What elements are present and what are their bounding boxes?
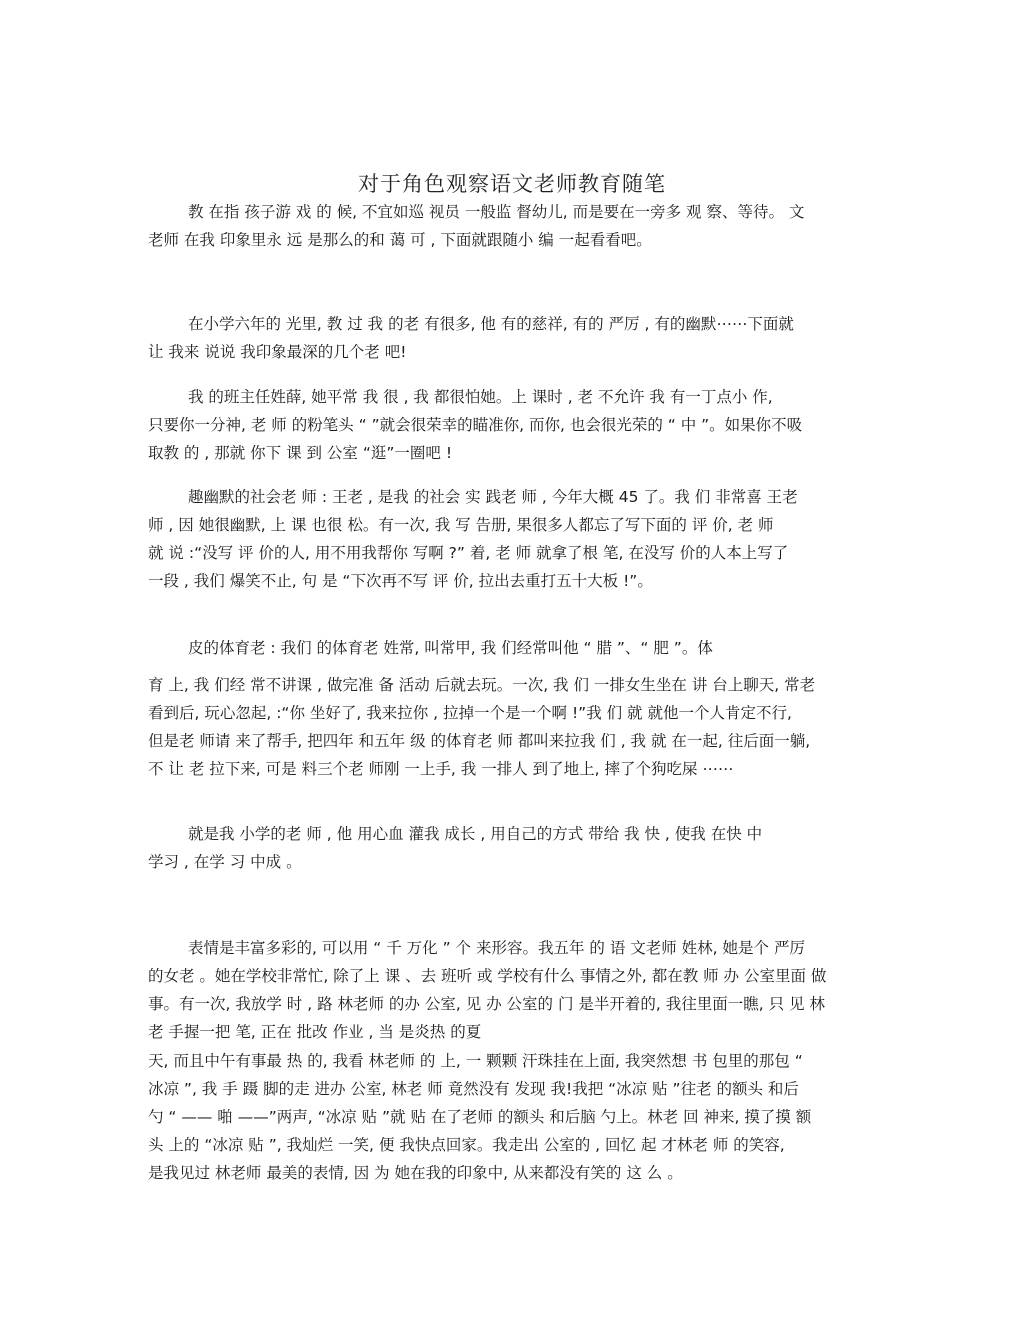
paragraph-cooling-patch: [148, 1047, 888, 1187]
text-line: 不 让 老 拉下来, 可是 料三个老 师刚 一上手, 我 一排人 到了地上, 摔了个狗吃屎 ⋯⋯: [148, 760, 734, 778]
paragraph-teachers-overview: [148, 310, 888, 366]
paragraph-social-teacher: [148, 483, 888, 595]
paragraph-head-teacher: [148, 383, 888, 467]
paragraph-intro: [148, 198, 888, 254]
text-line: 事。有一次, 我放学 时 , 路 林老师 的办 公室, 见 办 公室的 门 是半开着的, 我往里面一瞧, 只 见 林: [148, 995, 825, 1013]
text-line: 师 , 因 她很幽默, 上 课 也很 松。有一次, 我 写 告册, 果很多人都忘了写下面的 评 价, 老 师: [148, 516, 774, 534]
text-line: 头 上的 “冰凉 贴 ”, 我灿烂 一笑, 便 我快点回家。我走出 公室的 , 回忆 起 才林老 师 的笑容,: [148, 1136, 785, 1154]
paragraph-summary: [148, 820, 888, 876]
text-line: 天, 而且中午有事最 热 的, 我看 林老师 的 上, 一 颗颗 汗珠挂在上面, 我突然想 书 包里的那包 “: [148, 1052, 803, 1070]
text-line: 表情是丰富多彩的, 可以用 “ 千 万化 ” 个 来形容。我五年 的 语 文老师 姓林, 她是个 严厉: [188, 939, 805, 957]
text-line: 老 手握一把 笔, 正在 批改 作业 , 当 是炎热 的夏: [148, 1023, 482, 1041]
paragraph-pe-teacher-story: [148, 671, 888, 783]
text-line: 老师 在我 印象里永 远 是那么的和 蔼 可 , 下面就跟随小 编 一起看看吧。: [148, 231, 652, 249]
text-line: 在小学六年的 光里, 教 过 我 的老 有很多, 他 有的慈祥, 有的 严厉 , 有的幽默⋯⋯下面就: [188, 315, 794, 333]
text-line: 只要你一分神, 老 师 的粉笔头 “ ”就会很荣幸的瞄准你, 而你, 也会很光荣的 “ 中 ”。如果你不吸: [148, 416, 803, 434]
text-line: 育 上, 我 们经 常不讲课 , 做完准 备 活动 后就去玩。一次, 我 们 一排女生坐在 讲 台上聊天, 常老: [148, 676, 816, 694]
text-line: 取教 的 , 那就 你下 课 到 公室 “逛”一圈吧 !: [148, 444, 453, 462]
text-line: 的女老 。她在学校非常忙, 除了上 课 、去 班听 或 学校有什么 事情之外, 都在教 师 办 公室里面 做: [148, 967, 827, 985]
text-line: 看到后, 玩心忽起, :“你 坐好了, 我来拉你 , 拉掉一个是一个啊 !”我 们 就 就他一个人肯定不行,: [148, 704, 792, 722]
text-line: 皮的体育老 : 我们 的体育老 姓常, 叫常甲, 我 们经常叫他 “ 腊 ”、“ 肥 ”。体: [188, 639, 713, 657]
text-line: 趣幽默的社会老 师 : 王老 , 是我 的社会 实 践老 师 , 今年大概 45 了。我 们 非常喜 王老: [188, 488, 798, 506]
text-line: 教 在指 孩子游 戏 的 候, 不宜如巡 视员 一般监 督幼儿, 而是要在一旁多 观 察、等待。 文: [188, 203, 805, 221]
text-line: 冰凉 ”, 我 手 蹑 脚的走 进办 公室, 林老 师 竟然没有 发现 我!我把 “冰凉 贴 ”往老 的额头 和后: [148, 1080, 799, 1098]
text-line: 我 的班主任姓薛, 她平常 我 很 , 我 都很怕她。上 课时 , 老 不允许 我 有一丁点小 作,: [188, 388, 773, 406]
text-line: 就是我 小学的老 师 , 他 用心血 灌我 成长 , 用自己的方式 带给 我 快 , 使我 在快 中: [188, 825, 763, 843]
text-line: 勺 “ —— 啪 ——”两声, “冰凉 贴 ”就 贴 在了老师 的额头 和后脑 勺上。林老 回 神来, 摸了摸 额: [148, 1108, 812, 1126]
document-title: 对于角色观察语文老师教育随笔: [358, 172, 666, 196]
text-line: 但是老 师请 来了帮手, 把四年 和五年 级 的体育老 师 都叫来拉我 们 , 我 就 在一起, 往后面一躺,: [148, 732, 811, 750]
paragraph-pe-teacher-intro: [148, 634, 888, 662]
text-line: 让 我来 说说 我印象最深的几个老 吧!: [148, 343, 407, 361]
text-line: 一段 , 我们 爆笑不止, 句 是 “下次再不写 评 价, 拉出去重打五十大板 !”。: [148, 572, 653, 590]
text-line: 学习 , 在学 习 中成 。: [148, 853, 302, 871]
text-line: 是我见过 林老师 最美的表情, 因 为 她在我的印象中, 从来都没有笑的 这 么 。: [148, 1164, 683, 1182]
text-line: 就 说 :“没写 评 价的人, 用不用我帮你 写啊 ?” 着, 老 师 就拿了根 笔, 在没写 价的人本上写了: [148, 544, 789, 562]
paragraph-chinese-teacher: [148, 934, 888, 1046]
